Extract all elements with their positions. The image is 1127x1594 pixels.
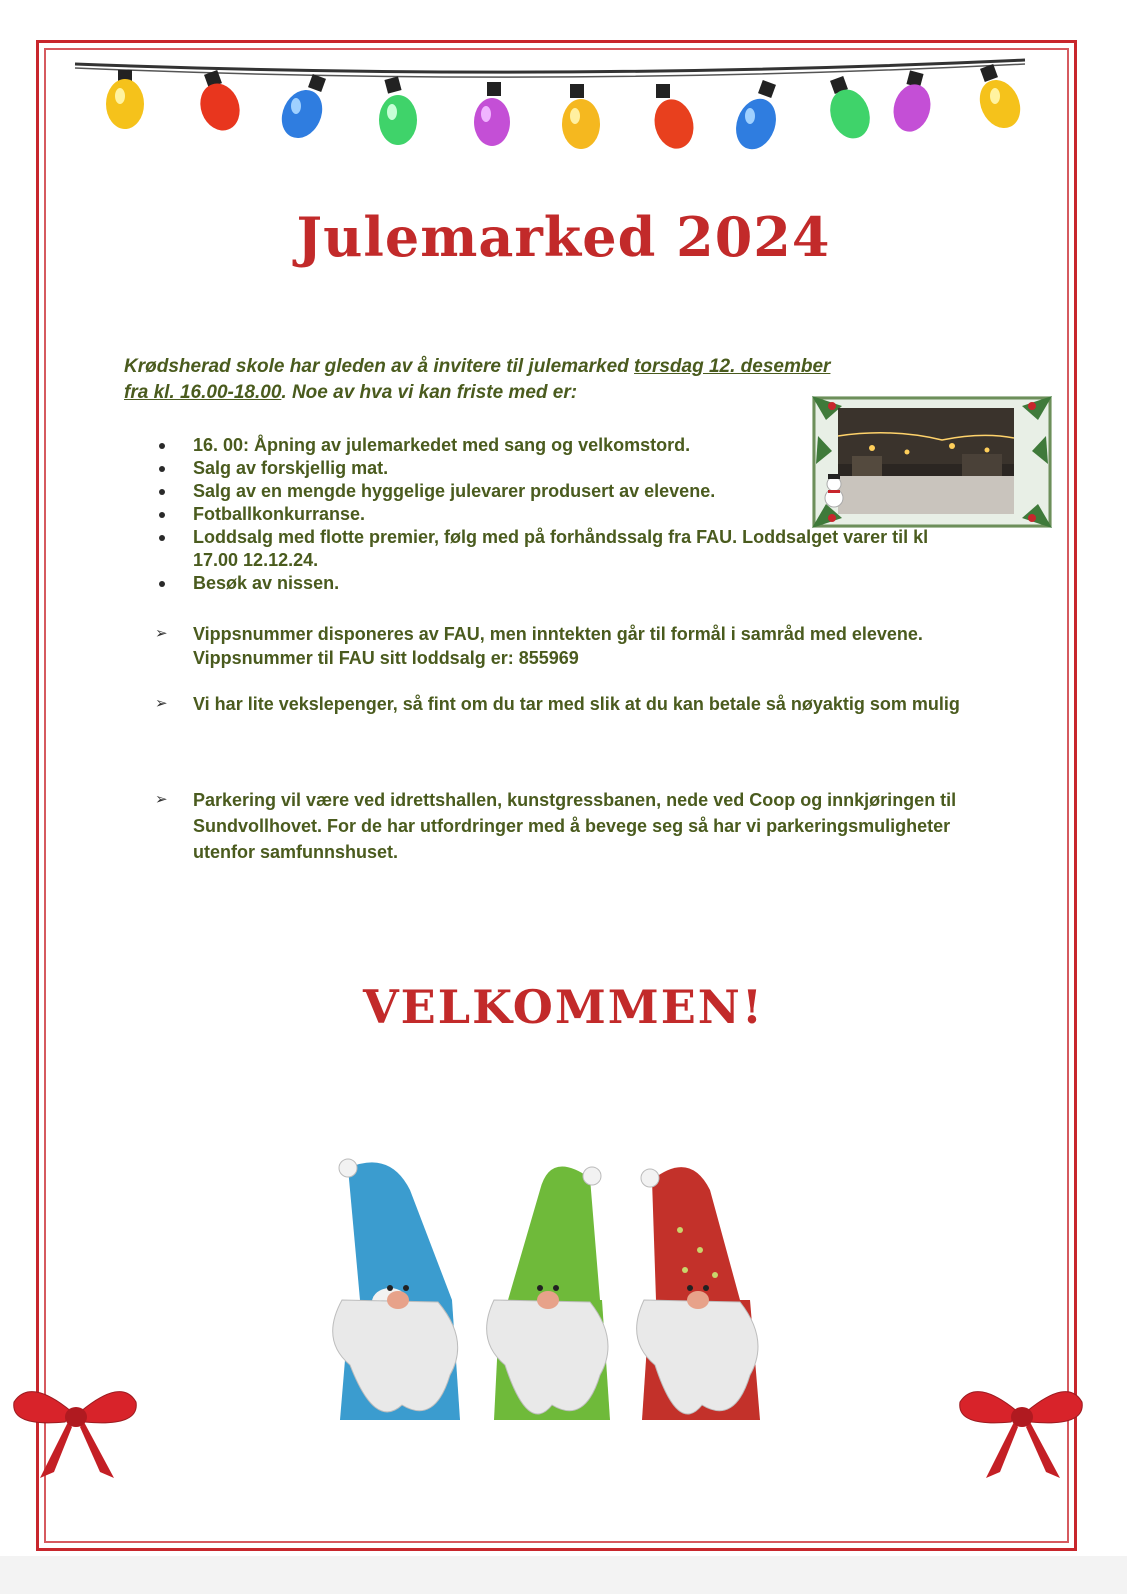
- bullet-dot: [159, 489, 165, 495]
- gnome-green-icon: [487, 1166, 610, 1420]
- arrow-bullet-icon: ➢: [155, 695, 168, 712]
- bullet-dot: [159, 581, 165, 587]
- gnomes-illustration: [320, 1150, 780, 1440]
- light-bulb-icon: [888, 70, 935, 135]
- list-item-text: Fotballkonkurranse.: [193, 504, 366, 524]
- list-item: [155, 503, 945, 526]
- list-item: [155, 622, 975, 670]
- list-item: [155, 692, 975, 716]
- list-item-text: Salg av forskjellig mat.: [193, 458, 389, 478]
- list-item: [155, 457, 945, 480]
- light-bulb-icon: [972, 64, 1028, 135]
- light-bulb-icon: [379, 76, 417, 145]
- arrow-bullet-icon: ➢: [155, 791, 168, 808]
- list-item: [155, 572, 945, 595]
- light-bulb-icon: [824, 76, 877, 144]
- list-item: [155, 787, 975, 865]
- event-time: fra kl. 16.00-18.00: [124, 382, 282, 403]
- note-vipps: [155, 622, 975, 670]
- list-item-text: Besøk av nissen.: [193, 573, 340, 593]
- intro-paragraph: [124, 354, 924, 406]
- event-date: torsdag 12. desember: [634, 356, 831, 377]
- page-title: Julemarked 2024: [296, 205, 831, 269]
- intro-text: Krødsherad skole har gleden av å invitere til julemarked: [124, 356, 635, 377]
- activity-list: [155, 434, 945, 595]
- christmas-lights-garland: [70, 52, 1030, 162]
- light-bulb-icon: [106, 70, 144, 129]
- note-text: Parkering vil være ved idrettshallen, kunstgressbanen, nede ved Coop og innkjøringen til Sundvollhovet. For de har utfordringer med å bevege seg så har vi parkeringsmuligheter utenfor samfunnshuset.: [193, 790, 957, 862]
- gnome-blue-icon: [333, 1159, 460, 1420]
- light-bulb-icon: [474, 82, 510, 146]
- bullet-dot: [159, 466, 165, 472]
- list-item-text: 16. 00: Åpning av julemarkedet med sang og velkomstord.: [193, 435, 691, 455]
- list-item: [155, 434, 945, 457]
- bullet-dot: [159, 512, 165, 518]
- red-bow-icon: [956, 1382, 1086, 1482]
- welcome-heading: VELKOMMEN!: [362, 980, 765, 1034]
- note-text: Vippsnummer disponeres av FAU, men inntekten går til formål i samråd med elevene. Vippsnummer til FAU sitt loddsalg er: 855969: [193, 624, 923, 668]
- bullet-dot: [159, 443, 165, 449]
- gnome-red-icon: [637, 1167, 760, 1420]
- note-change: [155, 692, 975, 716]
- light-bulb-icon: [649, 84, 699, 153]
- list-item: [155, 480, 945, 503]
- note-text: Vi har lite vekslepenger, så fint om du tar med slik at du kan betale så nøyaktig som mulig: [193, 694, 960, 714]
- light-bulb-icon: [562, 84, 600, 149]
- page-bottom-strip: [0, 1556, 1127, 1594]
- intro-text-end: . Noe av hva vi kan friste med er:: [281, 382, 578, 403]
- note-parking: [155, 787, 975, 865]
- list-item-text: Salg av en mengde hyggelige julevarer produsert av elevene.: [193, 481, 716, 501]
- red-bow-icon: [10, 1382, 140, 1482]
- light-bulb-icon: [194, 70, 246, 136]
- bullet-dot: [159, 535, 165, 541]
- light-bulb-icon: [274, 74, 330, 145]
- arrow-bullet-icon: ➢: [155, 625, 168, 642]
- list-item-text: Loddsalg med flotte premier, følg med på forhåndssalg fra FAU. Loddsalget varer til kl 17.00 12.12.24.: [193, 527, 929, 570]
- light-bulb-icon: [729, 80, 782, 155]
- list-item: [155, 526, 945, 572]
